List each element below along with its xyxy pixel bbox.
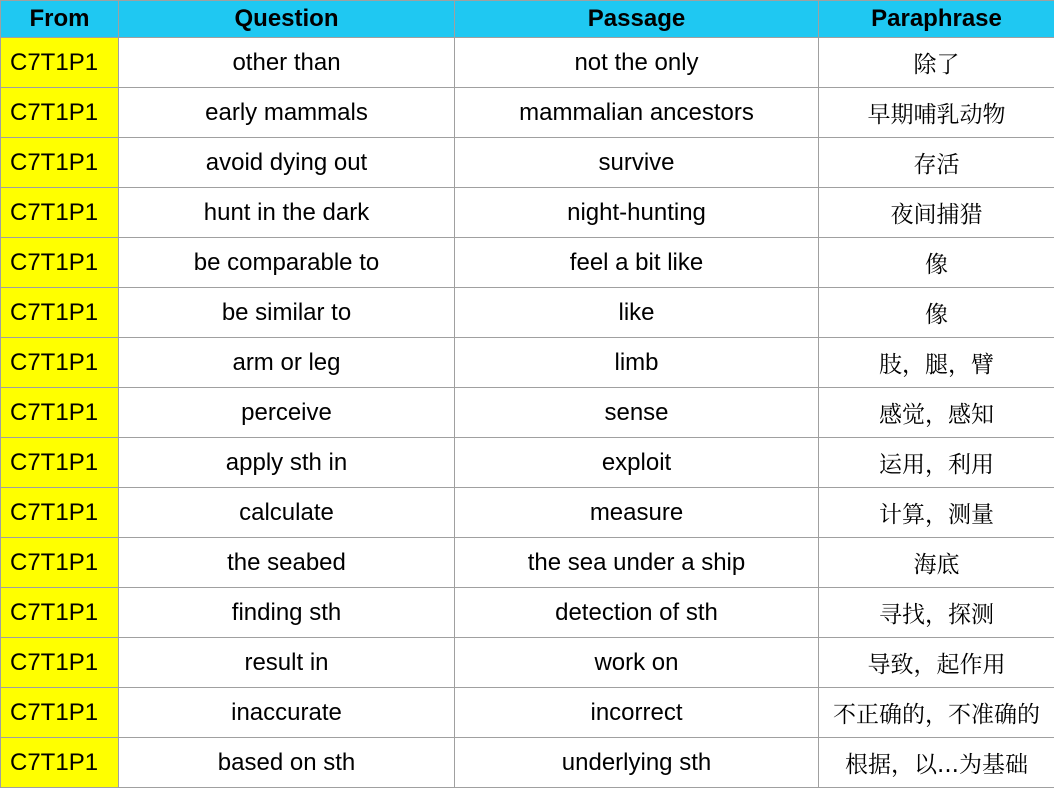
question-cell: perceive bbox=[119, 388, 455, 438]
from-cell: C7T1P1 bbox=[1, 188, 119, 238]
paraphrase-cell: 除了 bbox=[819, 38, 1054, 88]
question-cell: inaccurate bbox=[119, 688, 455, 738]
table-row bbox=[1, 538, 1054, 588]
from-cell: C7T1P1 bbox=[1, 738, 119, 788]
passage-cell: feel a bit like bbox=[455, 238, 819, 288]
passage-cell: not the only bbox=[455, 38, 819, 88]
header-paraphrase: Paraphrase bbox=[819, 1, 1054, 38]
paraphrase-cell: 导致，起作用 bbox=[819, 638, 1054, 688]
passage-cell: sense bbox=[455, 388, 819, 438]
table-row bbox=[1, 338, 1054, 388]
from-cell: C7T1P1 bbox=[1, 538, 119, 588]
question-cell: avoid dying out bbox=[119, 138, 455, 188]
question-cell: be similar to bbox=[119, 288, 455, 338]
passage-cell: work on bbox=[455, 638, 819, 688]
header-row bbox=[1, 1, 1054, 38]
from-cell: C7T1P1 bbox=[1, 238, 119, 288]
paraphrase-cell: 运用，利用 bbox=[819, 438, 1054, 488]
header-question: Question bbox=[119, 1, 455, 38]
paraphrase-cell: 感觉，感知 bbox=[819, 388, 1054, 438]
from-cell: C7T1P1 bbox=[1, 688, 119, 738]
table-row bbox=[1, 138, 1054, 188]
from-cell: C7T1P1 bbox=[1, 438, 119, 488]
question-cell: early mammals bbox=[119, 88, 455, 138]
table-row bbox=[1, 38, 1054, 88]
paraphrase-cell: 夜间捕猎 bbox=[819, 188, 1054, 238]
question-cell: other than bbox=[119, 38, 455, 88]
passage-cell: measure bbox=[455, 488, 819, 538]
table-row bbox=[1, 738, 1054, 788]
paraphrase-cell: 像 bbox=[819, 238, 1054, 288]
header-from: From bbox=[1, 1, 119, 38]
table-row bbox=[1, 288, 1054, 338]
from-cell: C7T1P1 bbox=[1, 488, 119, 538]
question-cell: apply sth in bbox=[119, 438, 455, 488]
passage-cell: underlying sth bbox=[455, 738, 819, 788]
from-cell: C7T1P1 bbox=[1, 288, 119, 338]
passage-cell: night-hunting bbox=[455, 188, 819, 238]
from-cell: C7T1P1 bbox=[1, 38, 119, 88]
question-cell: arm or leg bbox=[119, 338, 455, 388]
paraphrase-cell: 早期哺乳动物 bbox=[819, 88, 1054, 138]
paraphrase-cell: 存活 bbox=[819, 138, 1054, 188]
question-cell: the seabed bbox=[119, 538, 455, 588]
table-row bbox=[1, 688, 1054, 738]
table-row bbox=[1, 238, 1054, 288]
passage-cell: survive bbox=[455, 138, 819, 188]
from-cell: C7T1P1 bbox=[1, 88, 119, 138]
question-cell: finding sth bbox=[119, 588, 455, 638]
passage-cell: incorrect bbox=[455, 688, 819, 738]
question-cell: calculate bbox=[119, 488, 455, 538]
table-row bbox=[1, 488, 1054, 538]
passage-cell: limb bbox=[455, 338, 819, 388]
from-cell: C7T1P1 bbox=[1, 138, 119, 188]
table-row bbox=[1, 588, 1054, 638]
question-cell: result in bbox=[119, 638, 455, 688]
passage-cell: mammalian ancestors bbox=[455, 88, 819, 138]
question-cell: based on sth bbox=[119, 738, 455, 788]
table-row bbox=[1, 88, 1054, 138]
paraphrase-cell: 寻找，探测 bbox=[819, 588, 1054, 638]
table-row bbox=[1, 638, 1054, 688]
from-cell: C7T1P1 bbox=[1, 638, 119, 688]
table-row bbox=[1, 388, 1054, 438]
paraphrase-cell: 不正确的，不准确的 bbox=[819, 688, 1054, 738]
passage-cell: like bbox=[455, 288, 819, 338]
passage-cell: detection of sth bbox=[455, 588, 819, 638]
from-cell: C7T1P1 bbox=[1, 388, 119, 438]
passage-cell: exploit bbox=[455, 438, 819, 488]
paraphrase-cell: 根据，以...为基础 bbox=[819, 738, 1054, 788]
header-passage: Passage bbox=[455, 1, 819, 38]
paraphrase-cell: 海底 bbox=[819, 538, 1054, 588]
question-cell: hunt in the dark bbox=[119, 188, 455, 238]
question-cell: be comparable to bbox=[119, 238, 455, 288]
table-row bbox=[1, 438, 1054, 488]
paraphrase-cell: 像 bbox=[819, 288, 1054, 338]
paraphrase-cell: 肢，腿，臂 bbox=[819, 338, 1054, 388]
table-row bbox=[1, 188, 1054, 238]
from-cell: C7T1P1 bbox=[1, 588, 119, 638]
paraphrase-cell: 计算，测量 bbox=[819, 488, 1054, 538]
from-cell: C7T1P1 bbox=[1, 338, 119, 388]
passage-cell: the sea under a ship bbox=[455, 538, 819, 588]
